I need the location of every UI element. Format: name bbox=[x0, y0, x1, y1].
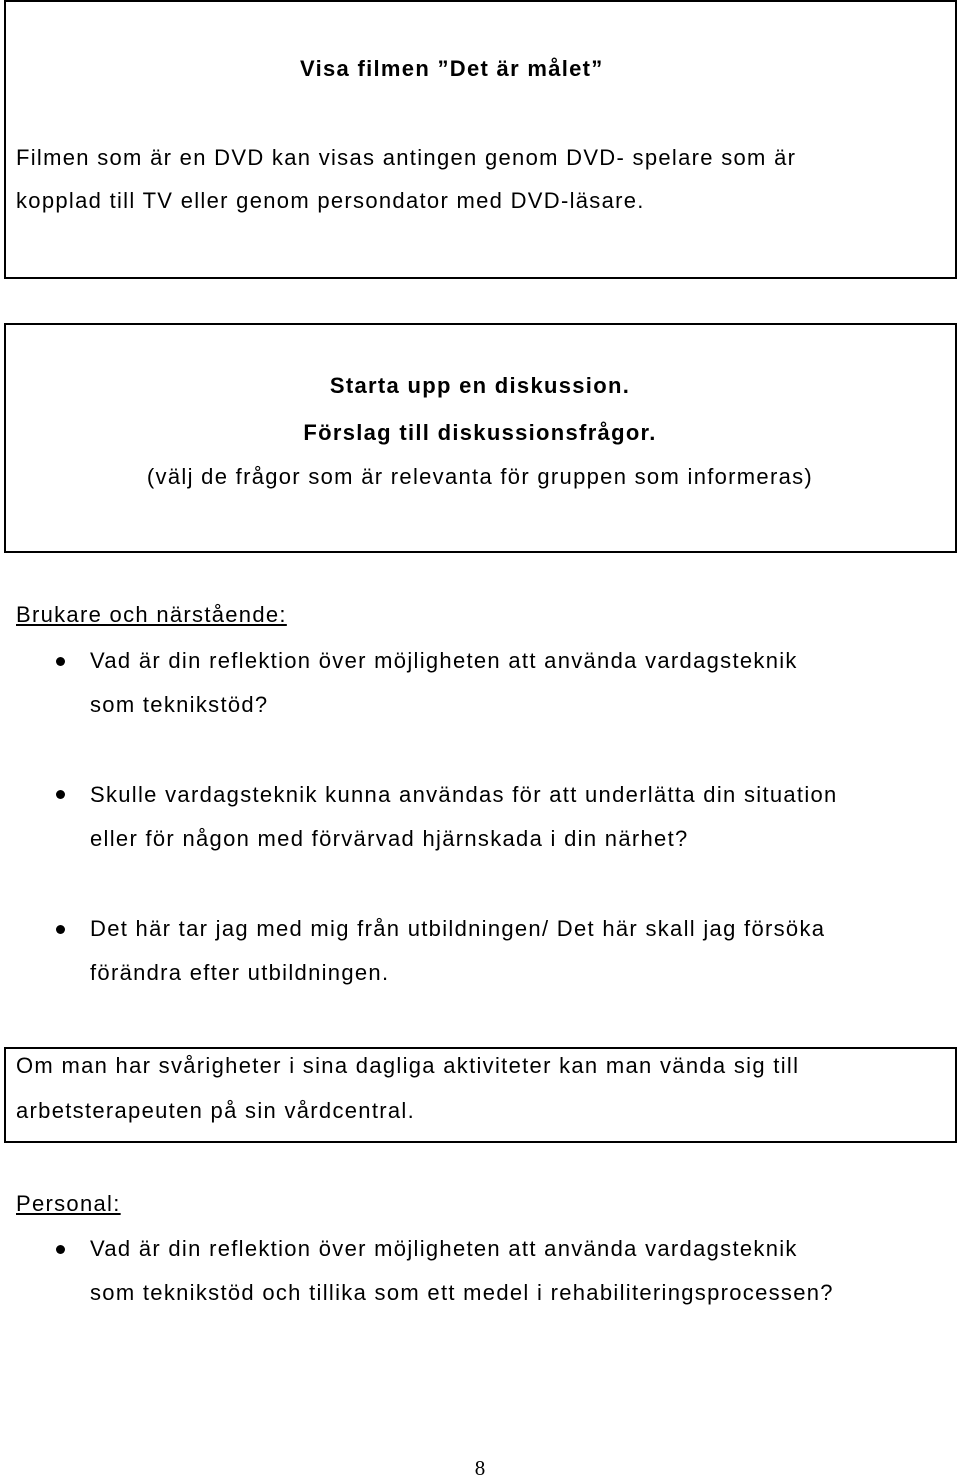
discussion-note: (välj de frågor som är relevanta för gruppen som informeras) bbox=[146, 464, 814, 489]
film-text-line-2: kopplad till TV eller genom persondator med DVD-läsare. bbox=[16, 188, 645, 213]
brukare-heading: Brukare och närstående: bbox=[16, 602, 287, 627]
brukare-item-3-line-1: Det här tar jag med mig från utbildningen/ Det här skall jag försöka bbox=[90, 916, 826, 941]
info-box-line-1: Om man har svårigheter i sina dagliga aktiviteter kan man vända sig till bbox=[16, 1053, 800, 1078]
bullet-icon bbox=[56, 1245, 65, 1254]
bullet-icon bbox=[56, 657, 65, 666]
brukare-item-2-line-1: Skulle vardagsteknik kunna användas för att underlätta din situation bbox=[90, 782, 838, 807]
bullet-icon bbox=[56, 925, 65, 934]
page-number: 8 bbox=[474, 1456, 486, 1480]
bullet-icon bbox=[56, 790, 65, 799]
brukare-item-2-line-2: eller för någon med förvärvad hjärnskada i din närhet? bbox=[90, 826, 689, 851]
personal-item-1-line-2: som teknikstöd och tillika som ett medel i rehabiliteringsprocessen? bbox=[90, 1280, 834, 1305]
brukare-item-3-line-2: förändra efter utbildningen. bbox=[90, 960, 390, 985]
personal-heading: Personal: bbox=[16, 1191, 121, 1216]
film-info-box bbox=[4, 0, 957, 279]
personal-item-1-line-1: Vad är din reflektion över möjligheten att använda vardagsteknik bbox=[90, 1236, 798, 1261]
film-text-line-1: Filmen som är en DVD kan visas antingen genom DVD- spelare som är bbox=[16, 145, 797, 170]
brukare-item-1-line-2: som teknikstöd? bbox=[90, 692, 269, 717]
discussion-heading: Starta upp en diskussion. bbox=[329, 373, 631, 398]
info-box-line-2: arbetsterapeuten på sin vårdcentral. bbox=[16, 1098, 416, 1123]
brukare-item-1-line-1: Vad är din reflektion över möjligheten att använda vardagsteknik bbox=[90, 648, 798, 673]
film-title: Visa filmen ”Det är målet” bbox=[300, 56, 604, 81]
discussion-subheading: Förslag till diskussionsfrågor. bbox=[303, 420, 657, 445]
